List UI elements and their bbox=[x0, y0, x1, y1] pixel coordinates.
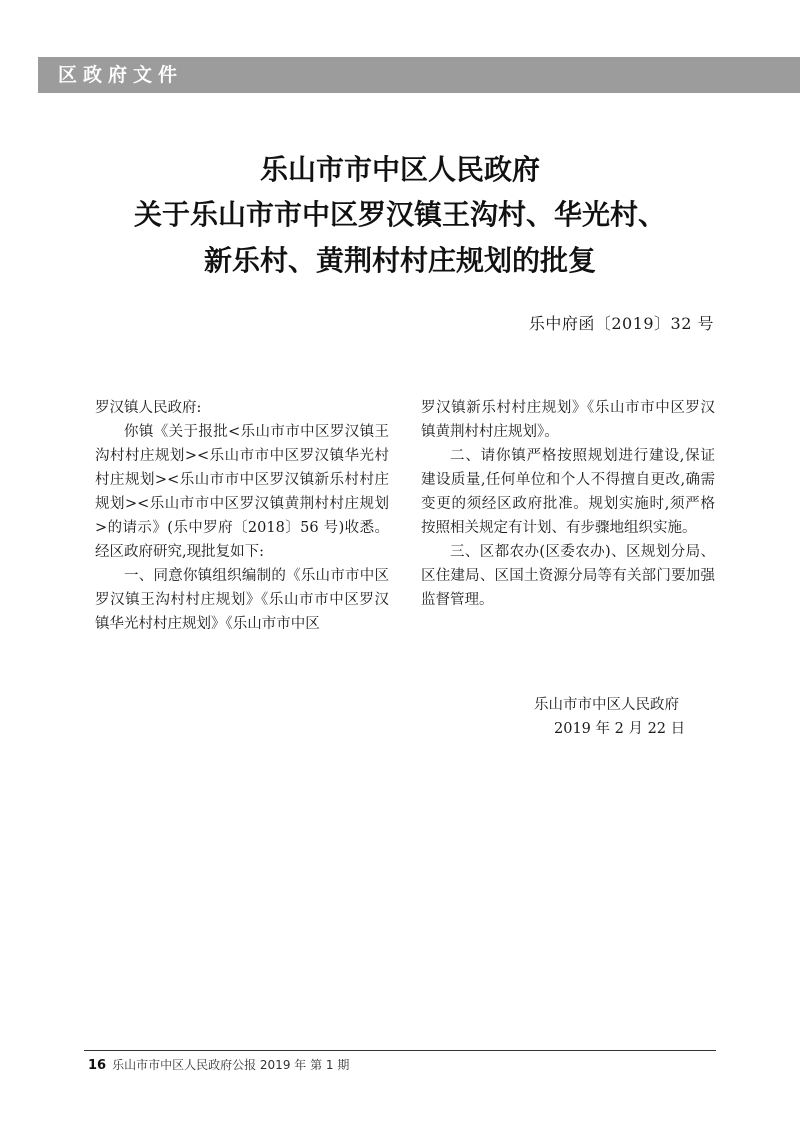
signature-organization: 乐山市市中区人民政府 bbox=[534, 697, 679, 713]
section-header-bar bbox=[38, 57, 800, 93]
body-paragraph-3: 二、请你镇严格按照规划进行建设,保证建设质量,任何单位和个人不得擅自更改,确需变更的须经区政府批准。规划实施时,须严格按照相关规定有计划、有步骤地组织实施。 bbox=[421, 448, 715, 536]
section-header-label: 区政府文件 bbox=[58, 64, 184, 86]
page-footer bbox=[88, 1056, 349, 1075]
document-title-line-3: 新乐村、黄荆村村庄规划的批复 bbox=[203, 244, 596, 277]
salutation: 罗汉镇人民政府: bbox=[95, 400, 202, 416]
signature-block bbox=[520, 693, 720, 741]
body-paragraph-2-start: 一、同意你镇组织编制的《乐山市市中区罗汉镇王沟村村庄规划》《乐山市市中区罗汉镇华光村村庄规划》《乐山市市中区 bbox=[95, 568, 389, 632]
document-title-line-1: 乐山市市中区人民政府 bbox=[259, 153, 540, 186]
body-column-left bbox=[95, 396, 389, 636]
document-title-line-2: 关于乐山市市中区罗汉镇王沟村、华光村、 bbox=[133, 198, 666, 231]
signature-date: 2019 年 2 月 22 日 bbox=[554, 721, 686, 737]
page-number: 16 bbox=[88, 1058, 107, 1073]
footer-divider bbox=[84, 1050, 716, 1051]
body-column-right bbox=[421, 396, 715, 612]
body-paragraph-4: 三、区都农办(区委农办)、区规划分局、区住建局、区国土资源分局等有关部门要加强监督管理。 bbox=[421, 544, 715, 608]
body-paragraph-1: 你镇《关于报批<乐山市市中区罗汉镇王沟村村庄规划><乐山市市中区罗汉镇华光村村庄规划><乐山市市中区罗汉镇新乐村村庄规划><乐山市市中区罗汉镇黄荆村村庄规划>的请示》(乐中罗府〔2018〕56 号)收悉。经区政府研究,现批复如下: bbox=[95, 424, 389, 560]
body-paragraph-2-continued: 罗汉镇新乐村村庄规划》《乐山市市中区罗汉镇黄荆村村庄规划》。 bbox=[421, 400, 715, 440]
document-number: 乐中府函〔2019〕32 号 bbox=[528, 314, 714, 333]
publication-name: 乐山市市中区人民政府公报 2019 年 第 1 期 bbox=[112, 1058, 350, 1072]
